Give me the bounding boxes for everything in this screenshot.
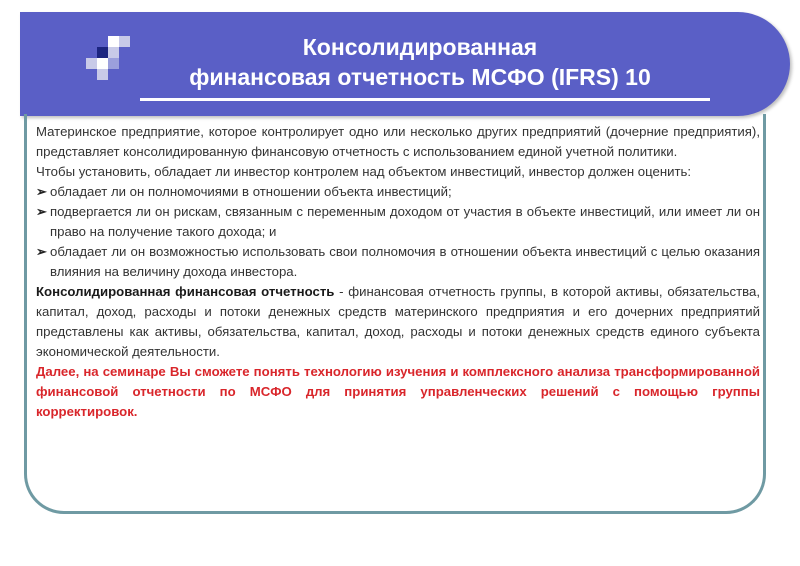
page-title — [140, 32, 700, 92]
definition-paragraph — [36, 282, 760, 362]
definition-term: Консолидированная финансовая отчетность — [36, 284, 335, 299]
arrow-bullet-icon: ➢ — [36, 244, 48, 259]
header-divider — [140, 98, 710, 101]
bullet-text: обладает ли он возможностью использовать свои полномочия в отношении объекта инвестиций с целью оказания влияния на величину дохода инвестора. — [50, 244, 760, 279]
arrow-bullet-icon: ➢ — [36, 204, 48, 219]
title-line-1: Консолидированная — [302, 34, 538, 60]
body-text — [36, 122, 760, 422]
list-item — [36, 202, 760, 242]
arrow-bullet-icon: ➢ — [36, 184, 48, 199]
bullet-text: подвергается ли он рискам, связанным с переменным доходом от участия в объекте инвестиций, или имеет ли он право на получение такого дохода; и — [50, 204, 760, 239]
definition-text: - финансовая отчетность группы, в которой активы, обязательства, капитал, доход, расходы и потоки денежных средств материнского предприятия и его дочерних предприятий представлены как активы, обязательства, капитал, доход, расходы и потоки денежных средств единого субъекта экономической деятельности. — [36, 284, 760, 359]
bullet-text: обладает ли он полномочиями в отношении объекта инвестиций; — [50, 184, 452, 199]
title-line-2: финансовая отчетность МСФО (IFRS) 10 — [189, 64, 651, 90]
paragraph-control-assessment: Чтобы установить, обладает ли инвестор контролем над объектом инвестиций, инвестор должен оценить: — [36, 164, 692, 179]
logo-squares-icon — [86, 36, 130, 80]
paragraph-parent-company: Материнское предприятие, которое контролирует одно или несколько других предприятий (дочерние предприятия), представляет консолидированную финансовую отчетность с использованием единой учетной политики. — [36, 124, 760, 159]
list-item — [36, 242, 760, 282]
list-item — [36, 182, 760, 202]
seminar-note: Далее, на семинаре Вы сможете понять технологию изучения и комплексного анализа трансформированной финансовой отчетности по МСФО для принятия управленческих решений с помощью группы корректировок. — [36, 364, 760, 419]
